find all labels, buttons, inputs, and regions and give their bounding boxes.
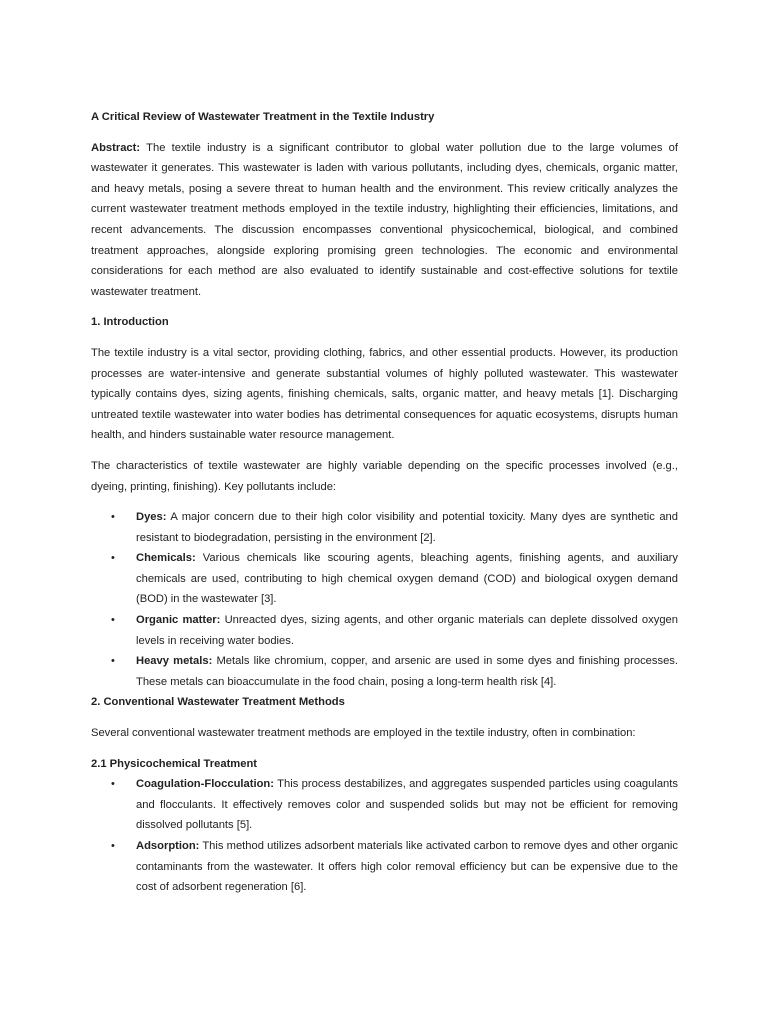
pollutants-list xyxy=(91,507,678,692)
list-item-term: Adsorption: xyxy=(136,840,200,852)
bullet-icon: • xyxy=(111,511,115,524)
bullet-icon: • xyxy=(111,614,115,627)
list-item-term: Organic matter: xyxy=(136,614,221,627)
list-item-text: This method utilizes adsorbent materials like activated carbon to remove dyes and other organic contaminants from the wastewater. It offers high color removal efficiency but can be expensive due to the cost of adsorbent regeneration [6]. xyxy=(136,840,678,894)
section-2-1-heading: 2.1 Physicochemical Treatment xyxy=(91,757,258,770)
list-item-text: This process destabilizes, and aggregates suspended particles using coagulants and flocculants. It effectively removes color and suspended solids but may not be efficient for removing dissolved pollutants [5]. xyxy=(136,778,678,832)
list-item xyxy=(91,651,678,692)
introduction-paragraph-2: The characteristics of textile wastewater are highly variable depending on the specific processes involved (e.g., dyeing, printing, finishing). Key pollutants include: xyxy=(91,459,678,493)
list-item-text: Various chemicals like scouring agents, bleaching agents, finishing agents, and auxiliary chemicals are used, contributing to high chemical oxygen demand (COD) and biological oxygen demand (BOD) in the wastewater [3]. xyxy=(136,552,678,606)
abstract-paragraph xyxy=(91,138,678,303)
list-item xyxy=(91,507,678,548)
list-item-text: Metals like chromium, copper, and arsenic are used in some dyes and finishing processes. These metals can bioaccumulate in the food chain, posing a long-term health risk [4]. xyxy=(136,655,678,688)
bullet-icon: • xyxy=(111,840,115,852)
abstract-label: Abstract: xyxy=(91,141,141,154)
list-item-term: Coagulation-Flocculation: xyxy=(136,778,274,791)
bullet-icon: • xyxy=(111,552,115,565)
abstract-text: The textile industry is a significant contributor to global water pollution due to the large volumes of wastewater it generates. This wastewater is laden with various pollutants, including dyes, chemicals, organic matter, and heavy metals, posing a severe threat to human health and the environment. This review critically analyzes the current wastewater treatment methods employed in the textile industry, highlighting their efficiencies, limitations, and recent advancements. The discussion encompasses conventional physicochemical, biological, and combined treatment approaches, alongside exploring promising green technologies. The economic and environmental considerations for each method are also evaluated to identify sustainable and cost-effective solutions for textile wastewater treatment. xyxy=(91,141,678,298)
list-item xyxy=(91,774,678,836)
list-item-text: Unreacted dyes, sizing agents, and other organic materials can deplete dissolved oxygen levels in receiving water bodies. xyxy=(136,614,678,647)
document-title: A Critical Review of Wastewater Treatment in the Textile Industry xyxy=(91,111,435,123)
introduction-paragraph-1: The textile industry is a vital sector, providing clothing, fabrics, and other essential products. However, its production processes are water-intensive and generate substantial volumes of highly polluted wastewater. This wastewater typically contains dyes, sizing agents, finishing chemicals, salts, organic matter, and heavy metals [1]. Discharging untreated textile wastewater into water bodies has detrimental consequences for aquatic ecosystems, disrupts human health, and hinders sustainable water resource management. xyxy=(91,346,678,442)
section-2-heading: 2. Conventional Wastewater Treatment Methods xyxy=(91,696,345,709)
list-item xyxy=(91,548,678,610)
bullet-icon: • xyxy=(111,655,115,668)
list-item xyxy=(91,836,678,898)
physicochemical-methods-list xyxy=(91,774,678,898)
section-1-heading: 1. Introduction xyxy=(91,316,169,329)
section-2-paragraph: Several conventional wastewater treatment methods are employed in the textile industry, often in combination: xyxy=(91,727,636,740)
list-item-term: Dyes: xyxy=(136,511,167,524)
bullet-icon: • xyxy=(111,778,115,791)
list-item-term: Chemicals: xyxy=(136,552,196,565)
list-item xyxy=(91,610,678,651)
list-item-text: A major concern due to their high color visibility and potential toxicity. Many dyes are synthetic and resistant to biodegradation, persisting in the environment [2]. xyxy=(136,511,678,544)
list-item-term: Heavy metals: xyxy=(136,655,213,668)
document-page xyxy=(91,107,678,898)
